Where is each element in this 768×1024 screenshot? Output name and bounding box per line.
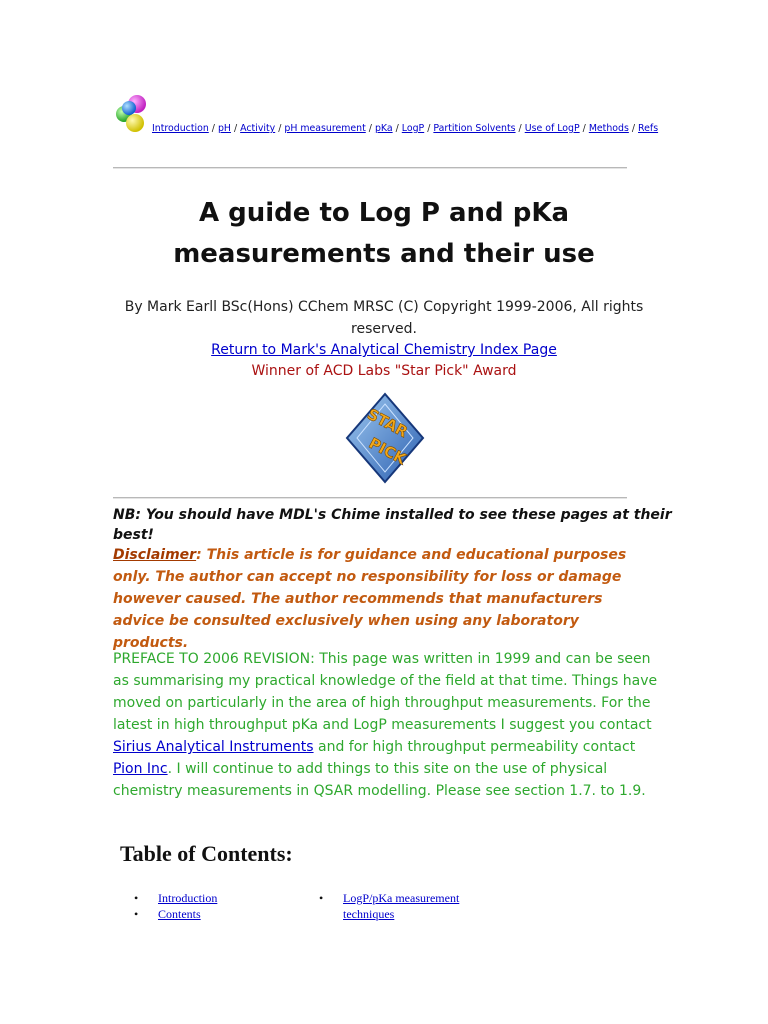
nav-separator: /	[395, 123, 399, 134]
nav-link-refs[interactable]: Refs	[638, 123, 659, 134]
preface-heading: PREFACE TO 2006 REVISION:	[113, 651, 315, 667]
nav-link-ph-measurement[interactable]: pH measurement	[284, 123, 366, 134]
nav-link-use-of-logp[interactable]: Use of LogP	[524, 123, 580, 134]
preface-block	[113, 648, 658, 802]
disclaimer-text: This article is for guidance and educational purposes only. The author can accept no responsibility for loss or damage however caused. The author recommends that manufacturers advice be consulted exclusively when using any laboratory products.	[113, 547, 627, 651]
divider-middle	[113, 497, 627, 499]
disclaimer-label: Disclaimer	[113, 547, 197, 563]
pion-link[interactable]: Pion Inc	[113, 761, 168, 777]
nav-separator: /	[233, 123, 238, 134]
top-navigation	[152, 123, 672, 134]
nav-link-methods[interactable]: Methods	[588, 123, 629, 134]
preface-text-1: This page was written in 1999 and can be seen as summarising my practical knowledge of the field at that time. Things have moved on particularly in the area of high throughput measurements. For the latest in high throughput pKa and LogP measurements I suggest you contact	[113, 651, 658, 733]
toc-heading: Table of Contents:	[120, 841, 293, 866]
toc-list-left	[134, 890, 284, 922]
toc-link[interactable]: LogP/pKa measurement techniques	[343, 891, 460, 921]
return-link-container	[113, 340, 655, 360]
nav-link-logp[interactable]: LogP	[401, 123, 425, 134]
author-byline: By Mark Earll BSc(Hons) CChem MRSC (C) Copyright 1999-2006, All rights reserved.	[124, 299, 644, 337]
page-title-line2: measurements and their use	[173, 239, 595, 269]
toc-item	[319, 890, 489, 922]
nav-separator: /	[518, 123, 522, 134]
star-pick-badge-icon	[343, 390, 427, 486]
nav-link-introduction[interactable]: Introduction	[152, 123, 209, 134]
nav-separator: /	[368, 123, 372, 134]
toc-list-right	[319, 890, 489, 922]
nav-separator: /	[278, 123, 282, 134]
nav-separator: /	[427, 123, 431, 134]
nav-separator: /	[211, 123, 215, 134]
nav-link-partition-solvents[interactable]: Partition Solvents	[433, 123, 516, 134]
toc-item	[134, 906, 284, 922]
chime-notice: NB: You should have MDL's Chime installed to see these pages at their best!	[113, 507, 672, 543]
badge-text-top: STAR	[364, 405, 411, 442]
toc-link[interactable]: Introduction	[158, 891, 218, 905]
nav-link-activity[interactable]: Activity	[240, 123, 276, 134]
preface-text-3: . I will continue to add things to this site on the use of physical chemistry measurements in QSAR modelling. Please see section 1.7. to 1.9.	[113, 761, 646, 799]
disclaimer-colon: :	[196, 547, 202, 563]
divider-top	[113, 167, 627, 169]
molecule-logo-icon	[113, 94, 153, 134]
nav-separator: /	[582, 123, 586, 134]
page-title-line1: A guide to Log P and pKa	[198, 198, 570, 228]
nav-link-ph[interactable]: pH	[217, 123, 231, 134]
toc-item	[134, 890, 284, 906]
preface-text-2: and for high throughput permeability contact	[313, 739, 636, 755]
award-text: Winner of ACD Labs "Star Pick" Award	[251, 363, 517, 379]
badge-text-bottom: PICK	[365, 433, 410, 469]
nav-separator: /	[631, 123, 636, 134]
sirius-link[interactable]: Sirius Analytical Instruments	[113, 739, 314, 755]
disclaimer-block	[113, 544, 658, 654]
nav-link-pka[interactable]: pKa	[374, 123, 393, 134]
return-index-link[interactable]: Return to Mark's Analytical Chemistry Index Page	[211, 342, 557, 358]
page-title	[113, 193, 655, 275]
toc-link[interactable]: Contents	[158, 907, 201, 921]
